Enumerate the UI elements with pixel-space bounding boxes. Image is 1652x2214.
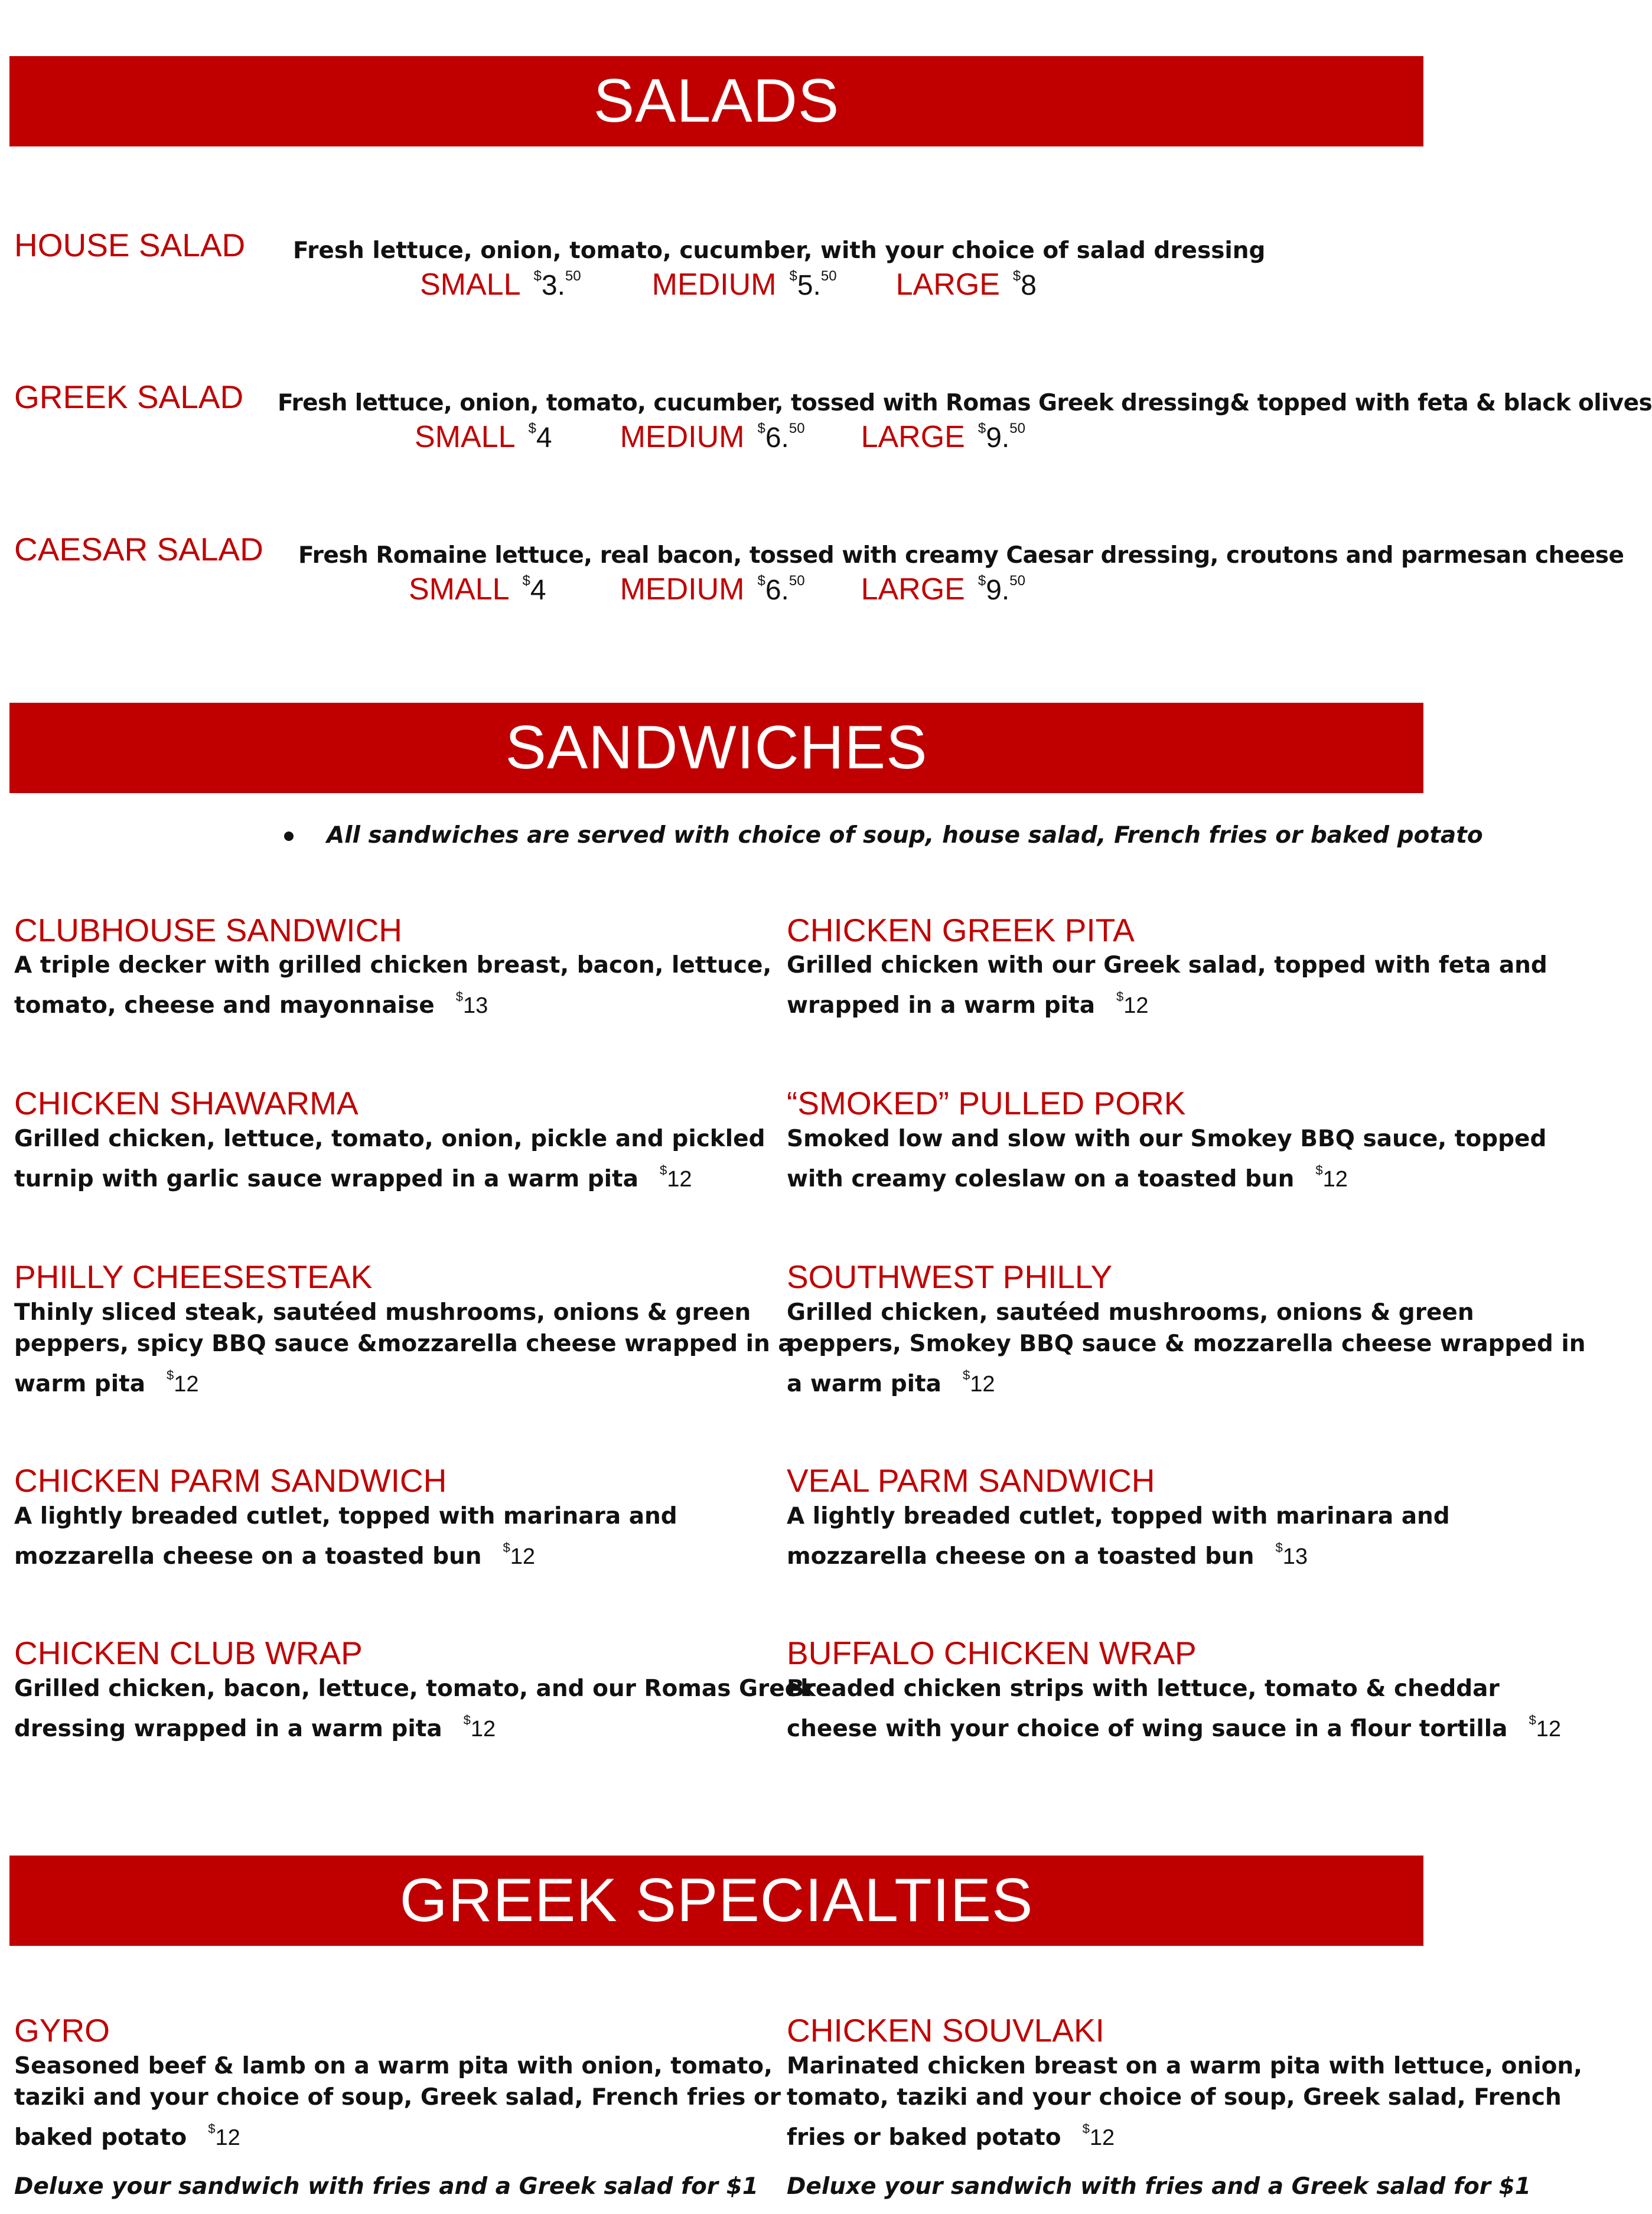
price-tag: $13 xyxy=(455,989,488,1018)
gyro-deluxe-note: Deluxe your sandwich with fries and a Greek salad for $1 xyxy=(14,2173,758,2200)
size-medium-price: $6.50 xyxy=(757,420,805,454)
price-tag: $12 xyxy=(208,2121,240,2150)
size-small-label: SMALL xyxy=(409,572,510,607)
smoked-pulled-pork-title: “SMOKED” PULLED PORK xyxy=(787,1085,1186,1121)
greek-salad-title: GREEK SALAD xyxy=(14,379,244,415)
chicken-club-wrap-title: CHICKEN CLUB WRAP xyxy=(14,1635,363,1671)
chicken-greek-pita-desc: Grilled chicken with our Greek salad, topped with feta and wrapped in a warm pita $12 xyxy=(787,952,1547,1019)
chicken-souvlaki-desc: Marinated chicken breast on a warm pita with lettuce, onion, tomato, taziki and your choice of soup, Greek salad, French fries or baked potato $12 xyxy=(787,2053,1582,2151)
southwest-philly-desc: Grilled chicken, sautéed mushrooms, onions & green peppers, Smokey BBQ sauce & mozzarella cheese wrapped in a warm pita $12 xyxy=(787,1299,1586,1397)
size-large-label: LARGE xyxy=(861,572,965,607)
chicken-parm-sandwich-desc: A lightly breaded cutlet, topped with marinara and mozzarella cheese on a toasted bun $12 xyxy=(14,1503,677,1570)
price-tag: $12 xyxy=(463,1713,496,1742)
size-large-label: LARGE xyxy=(861,420,965,454)
size-large-price: $9.50 xyxy=(977,420,1025,454)
caesar-salad-desc: Fresh Romaine lettuce, real bacon, tossed with creamy Caesar dressing, croutons and parmesan cheese xyxy=(298,542,1624,569)
size-medium-label: MEDIUM xyxy=(651,268,777,302)
price-tag: $12 xyxy=(1116,989,1149,1018)
caesar-salad-sizes xyxy=(409,572,1025,607)
price-tag: $12 xyxy=(962,1368,995,1397)
southwest-philly-title: SOUTHWEST PHILLY xyxy=(787,1258,1113,1295)
buffalo-chicken-wrap-title: BUFFALO CHICKEN WRAP xyxy=(787,1635,1197,1671)
chicken-shawarma-desc: Grilled chicken, lettuce, tomato, onion, pickle and pickled turnip with garlic sauce wrapped in a warm pita $12 xyxy=(14,1126,765,1192)
price-tag: $12 xyxy=(503,1540,536,1569)
size-large-price: $8 xyxy=(1012,268,1037,301)
size-medium-price: $6.50 xyxy=(757,573,805,606)
size-medium-label: MEDIUM xyxy=(620,572,745,607)
size-small-price: $4 xyxy=(522,573,546,606)
philly-cheesesteak-title: PHILLY CHEESESTEAK xyxy=(14,1258,373,1295)
size-large-label: LARGE xyxy=(895,268,1000,302)
size-small-price: $3.50 xyxy=(533,268,581,301)
sandwiches-header: SANDWICHES xyxy=(9,703,1423,793)
sandwiches-note: All sandwiches are served with choice of soup, house salad, French fries or baked potato xyxy=(327,822,1483,849)
clubhouse-sandwich-title: CLUBHOUSE SANDWICH xyxy=(14,912,403,948)
salads-header: SALADS xyxy=(9,56,1423,146)
price-tag: $12 xyxy=(1529,1713,1561,1742)
house-salad-sizes xyxy=(420,267,1037,302)
size-small-label: SMALL xyxy=(420,268,521,302)
size-small-label: SMALL xyxy=(415,420,516,454)
buffalo-chicken-wrap-desc: Breaded chicken strips with lettuce, tomato & cheddar cheese with your choice of wing sauce in a flour tortilla $12 xyxy=(787,1675,1561,1742)
greek-salad-sizes xyxy=(415,419,1025,455)
price-tag: $12 xyxy=(660,1163,692,1192)
chicken-greek-pita-title: CHICKEN GREEK PITA xyxy=(787,912,1135,948)
chicken-parm-sandwich-title: CHICKEN PARM SANDWICH xyxy=(14,1462,447,1499)
house-salad-desc: Fresh lettuce, onion, tomato, cucumber, with your choice of salad dressing xyxy=(293,237,1266,264)
size-large-price: $9.50 xyxy=(977,573,1025,606)
price-tag: $12 xyxy=(167,1368,199,1397)
chicken-club-wrap-desc: Grilled chicken, bacon, lettuce, tomato, and our Romas Greek dressing wrapped in a warm pita $12 xyxy=(14,1675,816,1742)
size-medium-price: $5.50 xyxy=(789,268,837,301)
clubhouse-sandwich-desc: A triple decker with grilled chicken breast, bacon, lettuce, tomato, cheese and mayonnaise $13 xyxy=(14,952,772,1019)
bullet-icon xyxy=(284,832,294,841)
souvlaki-deluxe-note: Deluxe your sandwich with fries and a Greek salad for $1 xyxy=(787,2173,1531,2200)
chicken-shawarma-title: CHICKEN SHAWARMA xyxy=(14,1085,359,1121)
gyro-title: GYRO xyxy=(14,2012,110,2049)
price-tag: $12 xyxy=(1082,2121,1115,2150)
gyro-desc: Seasoned beef & lamb on a warm pita with onion, tomato, taziki and your choice of soup, Greek salad, French fries or baked potato $12 xyxy=(14,2053,781,2151)
greek-specialties-header: GREEK SPECIALTIES xyxy=(9,1856,1423,1946)
veal-parm-sandwich-title: VEAL PARM SANDWICH xyxy=(787,1462,1155,1499)
price-tag: $13 xyxy=(1275,1540,1308,1569)
size-medium-label: MEDIUM xyxy=(620,420,745,454)
caesar-salad-title: CAESAR SALAD xyxy=(14,531,263,568)
philly-cheesesteak-desc: Thinly sliced steak, sautéed mushrooms, onions & green peppers, spicy BBQ sauce &mozzarella cheese wrapped in a warm pita $12 xyxy=(14,1299,794,1397)
house-salad-title: HOUSE SALAD xyxy=(14,227,246,263)
size-small-price: $4 xyxy=(528,420,552,454)
price-tag: $12 xyxy=(1315,1163,1348,1192)
smoked-pulled-pork-desc: Smoked low and slow with our Smokey BBQ sauce, topped with creamy coleslaw on a toasted bun $12 xyxy=(787,1126,1547,1192)
greek-salad-desc: Fresh lettuce, onion, tomato, cucumber, tossed with Romas Greek dressing& topped with feta & black olives xyxy=(278,390,1652,416)
veal-parm-sandwich-desc: A lightly breaded cutlet, topped with marinara and mozzarella cheese on a toasted bun $13 xyxy=(787,1503,1450,1570)
chicken-souvlaki-title: CHICKEN SOUVLAKI xyxy=(787,2012,1104,2049)
